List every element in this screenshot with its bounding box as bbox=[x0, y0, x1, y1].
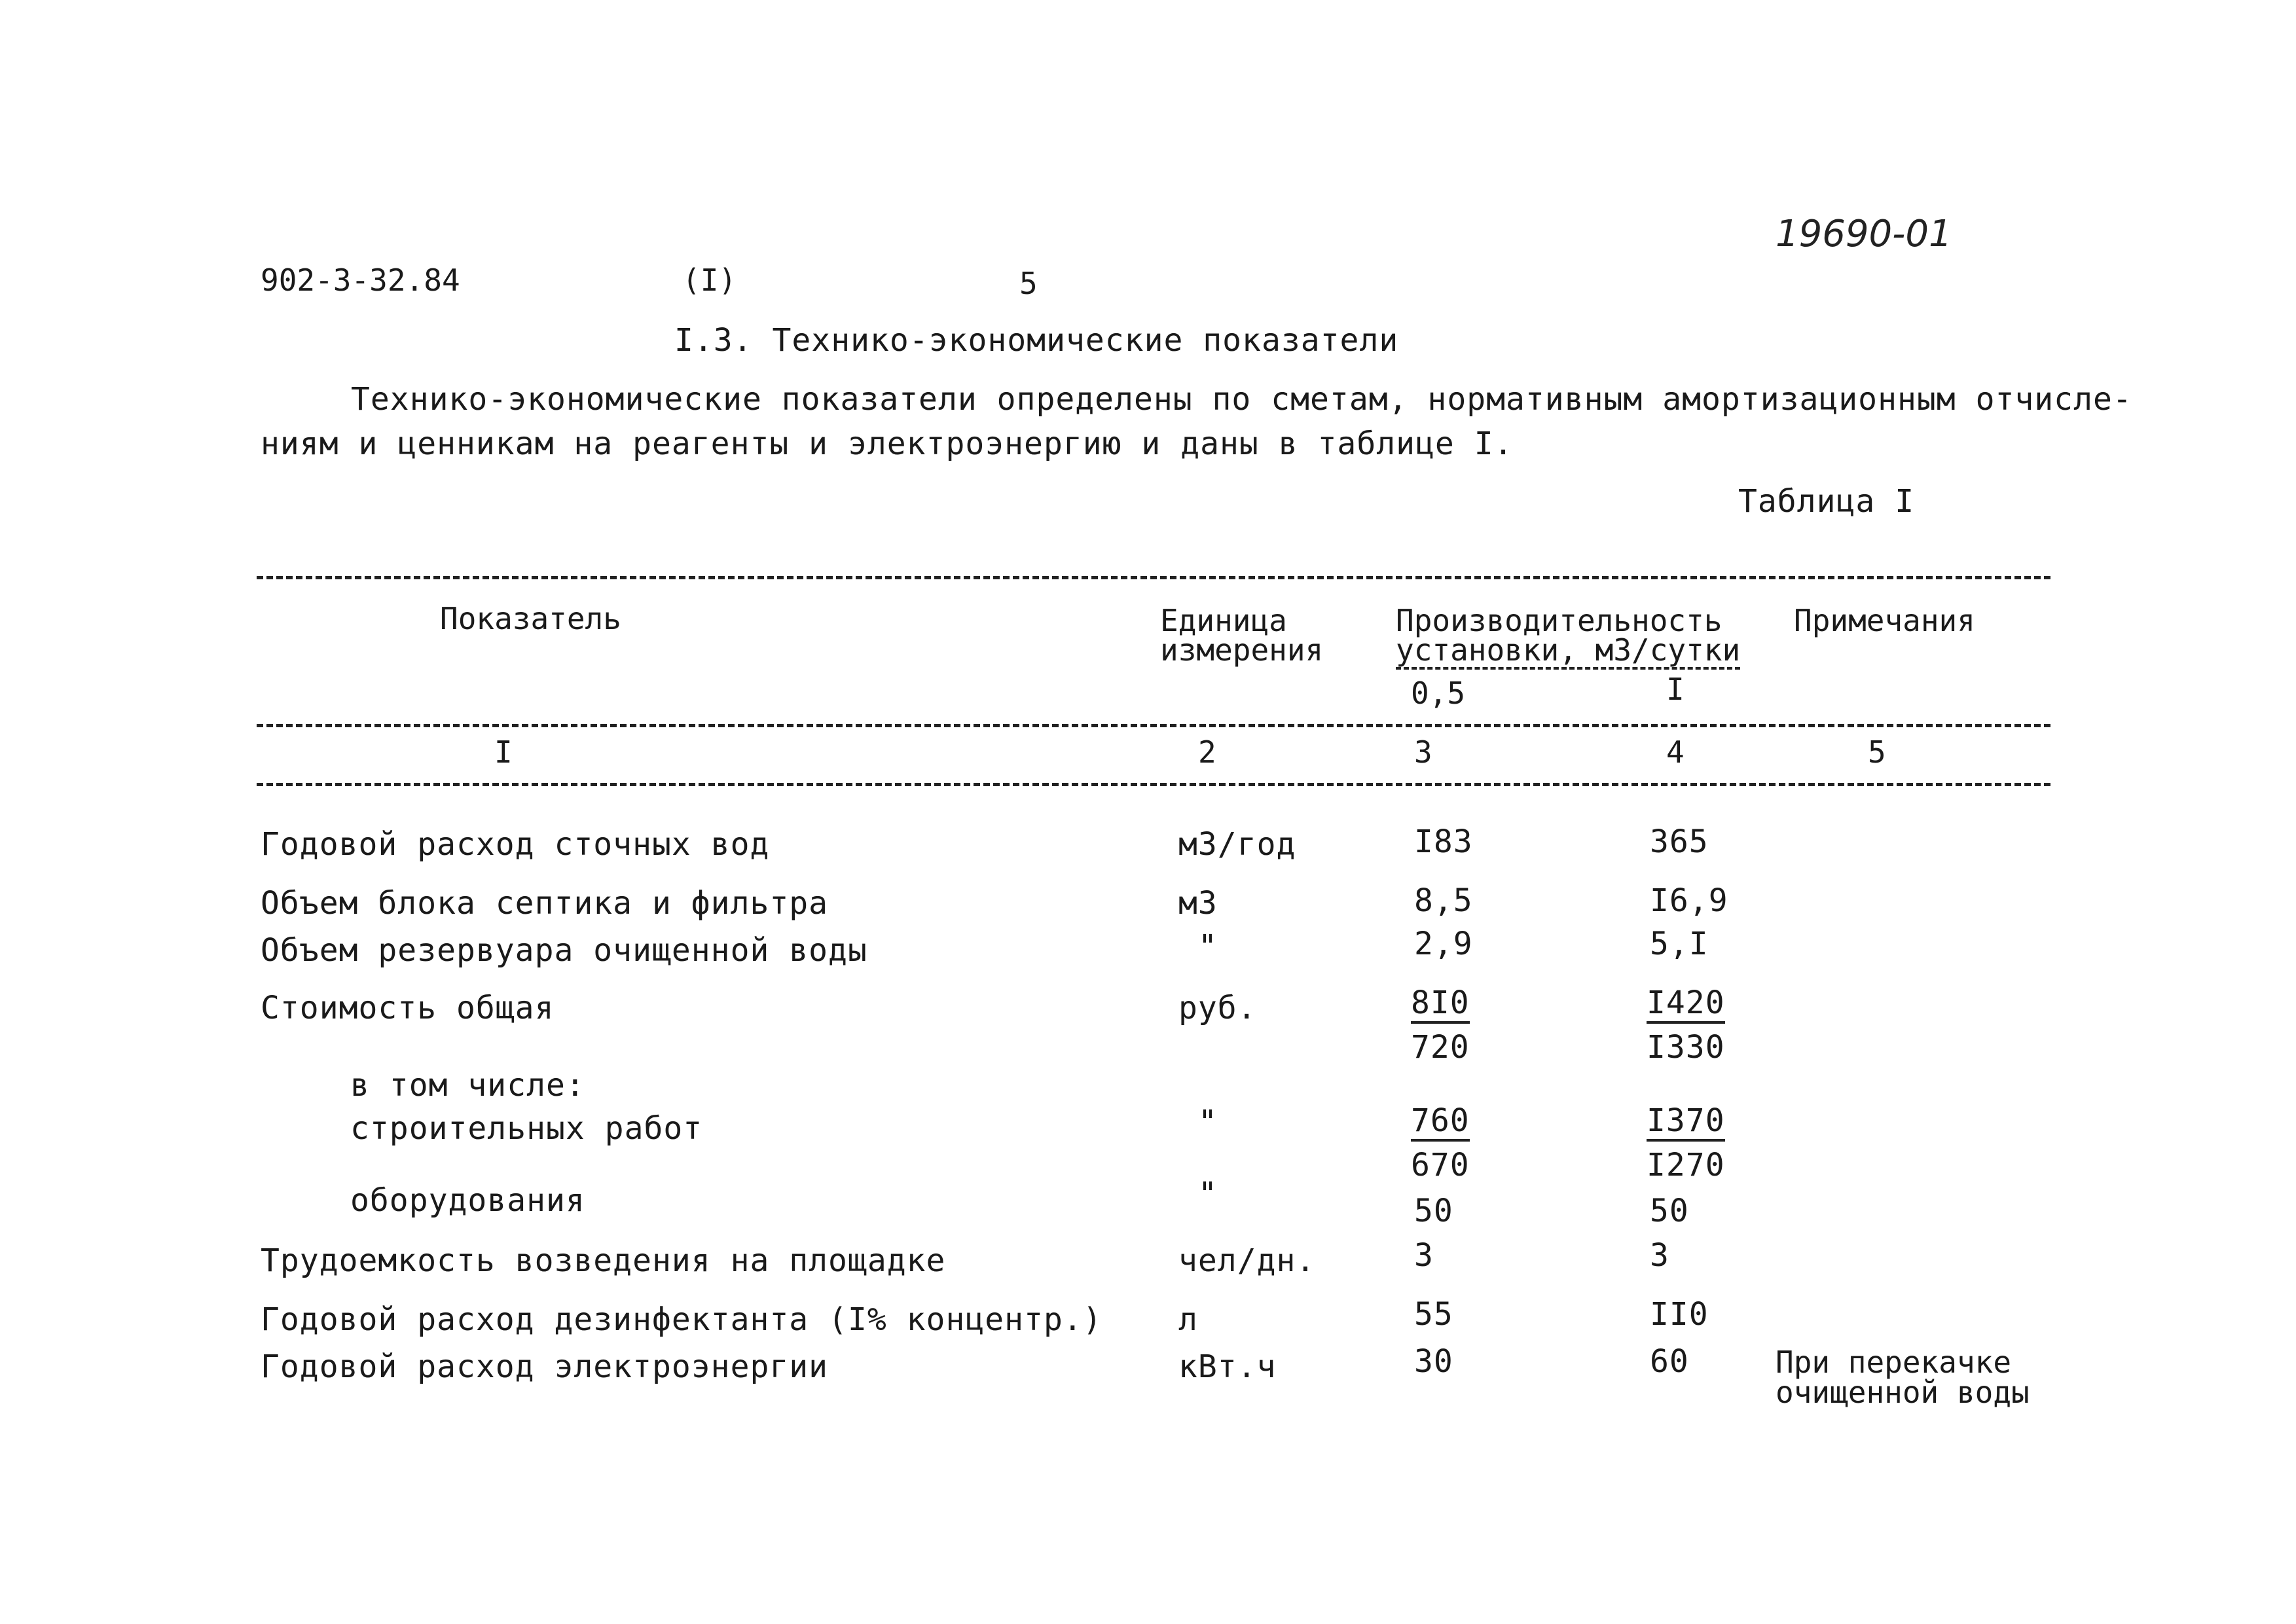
row-value-b-denominator: I330 bbox=[1647, 1029, 1725, 1066]
row-unit: " bbox=[1198, 928, 1218, 965]
row-unit: " bbox=[1198, 1176, 1218, 1212]
row-value-a-numerator: 8I0 bbox=[1411, 987, 1470, 1024]
row-value-a: 50 bbox=[1414, 1193, 1453, 1229]
row-unit: м3/год bbox=[1178, 826, 1296, 863]
row-unit: " bbox=[1198, 1104, 1218, 1140]
row-label: Годовой расход дезинфектанта (I% концентр.) bbox=[261, 1301, 1102, 1338]
column-number-3: 3 bbox=[1414, 734, 1432, 770]
row-unit: м3 bbox=[1178, 885, 1218, 922]
row-value-b: 60 bbox=[1650, 1343, 1689, 1380]
intro-line-2: ниям и ценникам на реагенты и электроэнергию и даны в таблице I. bbox=[261, 425, 1514, 462]
row-value-a-numerator: 760 bbox=[1411, 1105, 1470, 1142]
row-label: Годовой расход сточных вод bbox=[261, 826, 770, 863]
row-unit: чел/дн. bbox=[1178, 1242, 1316, 1279]
row-value-a: 30 bbox=[1414, 1343, 1453, 1380]
row-label: Трудоемкость возведения на площадке bbox=[261, 1242, 946, 1279]
table-caption: Таблица I bbox=[1738, 483, 1915, 520]
column-number-2: 2 bbox=[1198, 734, 1216, 770]
intro-line-1: Технико-экономические показатели определены по сметам, нормативным амортизационным отчисле- bbox=[351, 381, 2132, 418]
table-top-rule bbox=[257, 576, 2050, 579]
row-value-a: 2,9 bbox=[1414, 926, 1473, 962]
row-label: строительных работ bbox=[350, 1110, 703, 1147]
row-label: Стоимость общая bbox=[261, 990, 555, 1026]
row-value-a-denominator: 720 bbox=[1411, 1029, 1470, 1066]
section-title: I.3. Технико-экономические показатели bbox=[674, 322, 1399, 359]
row-value-a: I83 bbox=[1414, 823, 1473, 860]
row-value-b-denominator: I270 bbox=[1647, 1147, 1725, 1183]
row-label: Объем блока септика и фильтра bbox=[261, 885, 829, 922]
row-value-b: 3 bbox=[1650, 1237, 1669, 1274]
row-value-b-numerator: I370 bbox=[1647, 1105, 1725, 1142]
section-marker: (I) bbox=[682, 262, 737, 298]
row-value-a-denominator: 670 bbox=[1411, 1147, 1470, 1183]
column-number-5: 5 bbox=[1868, 734, 1886, 770]
column-number-rule bbox=[257, 783, 2050, 786]
header-unit-line1: Единица bbox=[1160, 603, 1287, 638]
header-notes: Примечания bbox=[1794, 603, 1975, 638]
row-value-b: I6,9 bbox=[1650, 882, 1728, 919]
column-number-4: 4 bbox=[1666, 734, 1685, 770]
header-capacity-a: 0,5 bbox=[1411, 676, 1466, 711]
row-value-b: 365 bbox=[1650, 823, 1709, 860]
row-unit: руб. bbox=[1178, 990, 1257, 1026]
row-label: оборудования bbox=[350, 1182, 585, 1219]
row-value-b: 5,I bbox=[1650, 926, 1709, 962]
row-value-b: II0 bbox=[1650, 1296, 1709, 1333]
page-number: 5 bbox=[1019, 266, 1038, 301]
header-capacity-line1: Производительность bbox=[1396, 603, 1722, 638]
row-value-b-numerator: I420 bbox=[1647, 987, 1725, 1024]
row-note-line2: очищенной воды bbox=[1776, 1375, 2030, 1410]
header-capacity-b: I bbox=[1666, 672, 1685, 707]
row-unit: кВт.ч bbox=[1178, 1348, 1277, 1385]
row-value-a: 55 bbox=[1414, 1296, 1453, 1333]
document-code: 902-3-32.84 bbox=[261, 262, 460, 298]
row-value-a: 3 bbox=[1414, 1237, 1434, 1274]
column-number-1: I bbox=[494, 734, 513, 770]
row-label: Объем резервуара очищенной воды bbox=[261, 932, 867, 969]
header-capacity-line2: установки, м3/сутки bbox=[1396, 635, 1740, 670]
header-rule bbox=[257, 724, 2050, 727]
row-label: Годовой расход электроэнергии bbox=[261, 1348, 829, 1385]
row-value-a: 8,5 bbox=[1414, 882, 1473, 919]
row-value-b: 50 bbox=[1650, 1193, 1689, 1229]
header-indicator: Показатель bbox=[440, 601, 621, 636]
archive-number: 19690-01 bbox=[1776, 213, 1952, 255]
row-note-line1: При перекачке bbox=[1776, 1344, 2012, 1380]
row-label: в том числе: bbox=[350, 1067, 585, 1104]
header-unit-line2: измерения bbox=[1160, 632, 1324, 668]
row-unit: л bbox=[1178, 1301, 1198, 1338]
